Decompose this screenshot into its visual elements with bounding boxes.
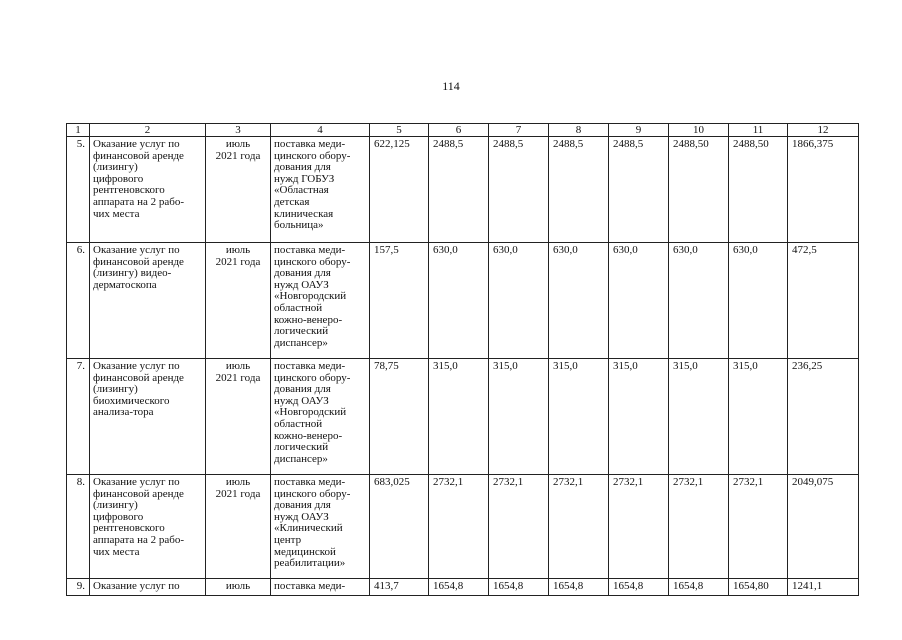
purpose-cell-line: диспансер» xyxy=(274,336,328,349)
value-cell: 630,0 xyxy=(429,243,489,359)
service-description-line: финансовой аренде xyxy=(93,487,184,500)
value-cell: 683,025 xyxy=(370,475,429,579)
purpose-cell-line: логический xyxy=(274,441,329,454)
value-cell: 315,0 xyxy=(429,359,489,475)
service-description-line: (лизингу) xyxy=(93,499,138,512)
service-description-line: Оказание услуг по xyxy=(93,138,180,150)
period-cell-line: 2021 года xyxy=(215,255,261,268)
period-cell-line: 2021 года xyxy=(215,487,261,500)
column-header: 8 xyxy=(549,124,609,137)
purpose-cell-line: дования для xyxy=(274,383,331,396)
value-cell: 78,75 xyxy=(370,359,429,475)
column-header: 2 xyxy=(90,124,206,137)
period-cell-line: июль xyxy=(225,244,251,256)
period-cell-line: 2021 года xyxy=(215,149,261,162)
service-description-line: Оказание услуг по xyxy=(93,580,180,592)
period-cell xyxy=(206,475,271,579)
purpose-cell-line: детская xyxy=(274,195,310,208)
purpose-cell-line: дования для xyxy=(274,499,331,512)
purpose-cell-line: кожно-венеро- xyxy=(274,429,343,442)
purpose-cell-line: цинского обору- xyxy=(274,487,351,500)
table-header xyxy=(67,124,859,137)
service-description-line: дерматоскопа xyxy=(93,278,157,291)
purpose-cell xyxy=(271,243,370,359)
table-row xyxy=(67,137,859,243)
column-header: 4 xyxy=(271,124,370,137)
period-cell-line: июль xyxy=(225,476,251,488)
value-cell: 2732,1 xyxy=(609,475,669,579)
value-cell: 1654,8 xyxy=(429,579,489,596)
value-cell: 2488,5 xyxy=(429,137,489,243)
purpose-cell-line: цинского обору- xyxy=(274,149,351,162)
row-number: 7. xyxy=(67,359,90,475)
value-cell: 1654,80 xyxy=(729,579,788,596)
service-description xyxy=(90,243,206,359)
column-header: 11 xyxy=(729,124,788,137)
column-header: 3 xyxy=(206,124,271,137)
purpose-cell xyxy=(271,475,370,579)
value-cell: 630,0 xyxy=(489,243,549,359)
column-header: 7 xyxy=(489,124,549,137)
service-description-line: (лизингу) xyxy=(93,383,138,396)
value-cell: 315,0 xyxy=(669,359,729,475)
period-cell xyxy=(206,579,271,596)
purpose-cell-line: дования для xyxy=(274,161,331,174)
service-description-line: финансовой аренде xyxy=(93,255,184,268)
purpose-cell-line: поставка меди- xyxy=(274,360,346,372)
purpose-cell xyxy=(271,359,370,475)
purpose-cell-line: «Новгородский xyxy=(274,290,347,303)
header-row xyxy=(67,124,859,137)
row-number: 6. xyxy=(67,243,90,359)
value-cell: 1241,1 xyxy=(788,579,859,596)
purpose-cell-line: поставка меди- xyxy=(274,244,346,256)
purpose-cell-line: поставка меди- xyxy=(274,476,346,488)
value-cell: 413,7 xyxy=(370,579,429,596)
purpose-cell-line: нужд ОАУЗ xyxy=(274,278,329,291)
service-description-line: чих места xyxy=(93,545,140,558)
purpose-cell-line: цинского обору- xyxy=(274,371,351,384)
period-cell-line: июль xyxy=(225,580,251,592)
value-cell: 157,5 xyxy=(370,243,429,359)
value-cell: 2488,5 xyxy=(489,137,549,243)
purpose-cell-line: реабилитации» xyxy=(274,557,346,570)
service-description-line: аппарата на 2 рабо- xyxy=(93,533,184,546)
value-cell: 1654,8 xyxy=(609,579,669,596)
purpose-cell-line: кожно-венеро- xyxy=(274,313,343,326)
purpose-cell-line: нужд ГОБУЗ xyxy=(274,172,335,185)
service-description xyxy=(90,475,206,579)
data-table xyxy=(66,123,859,596)
value-cell: 315,0 xyxy=(609,359,669,475)
value-cell: 2732,1 xyxy=(429,475,489,579)
purpose-cell xyxy=(271,579,370,596)
value-cell: 315,0 xyxy=(489,359,549,475)
value-cell: 2488,5 xyxy=(549,137,609,243)
service-description-line: рентгеновского xyxy=(93,184,165,197)
purpose-cell-line: поставка меди- xyxy=(274,580,346,592)
purpose-cell-line: логический xyxy=(274,325,329,338)
period-cell xyxy=(206,243,271,359)
purpose-cell-line: «Клинический xyxy=(274,522,343,535)
purpose-cell-line: нужд ОАУЗ xyxy=(274,394,329,407)
value-cell: 1654,8 xyxy=(489,579,549,596)
value-cell: 472,5 xyxy=(788,243,859,359)
purpose-cell-line: областной xyxy=(274,417,323,430)
value-cell: 2488,50 xyxy=(729,137,788,243)
purpose-cell xyxy=(271,137,370,243)
service-description-line: цифрового xyxy=(93,172,144,185)
value-cell: 2732,1 xyxy=(489,475,549,579)
value-cell: 1654,8 xyxy=(669,579,729,596)
table-body xyxy=(67,137,859,596)
service-description-line: рентгеновского xyxy=(93,522,165,535)
purpose-cell-line: нужд ОАУЗ xyxy=(274,510,329,523)
column-header: 12 xyxy=(788,124,859,137)
value-cell: 1654,8 xyxy=(549,579,609,596)
service-description-line: Оказание услуг по xyxy=(93,244,180,256)
column-header: 10 xyxy=(669,124,729,137)
service-description-line: (лизингу) xyxy=(93,161,138,174)
value-cell: 2049,075 xyxy=(788,475,859,579)
purpose-cell-line: цинского обору- xyxy=(274,255,351,268)
period-cell-line: 2021 года xyxy=(215,371,261,384)
value-cell: 630,0 xyxy=(669,243,729,359)
column-header: 1 xyxy=(67,124,90,137)
value-cell: 2732,1 xyxy=(549,475,609,579)
service-description-line: биохимического xyxy=(93,394,170,407)
service-description xyxy=(90,579,206,596)
period-cell-line: июль xyxy=(225,138,251,150)
service-description-line: финансовой аренде xyxy=(93,149,184,162)
column-header: 9 xyxy=(609,124,669,137)
value-cell: 622,125 xyxy=(370,137,429,243)
purpose-cell-line: дования для xyxy=(274,267,331,280)
value-cell: 1866,375 xyxy=(788,137,859,243)
value-cell: 630,0 xyxy=(729,243,788,359)
value-cell: 2732,1 xyxy=(729,475,788,579)
row-number: 8. xyxy=(67,475,90,579)
table-row xyxy=(67,475,859,579)
value-cell: 630,0 xyxy=(549,243,609,359)
service-description-line: Оказание услуг по xyxy=(93,476,180,488)
service-description-line: (лизингу) видео- xyxy=(93,267,172,280)
column-header: 6 xyxy=(429,124,489,137)
period-cell xyxy=(206,137,271,243)
value-cell: 2732,1 xyxy=(669,475,729,579)
row-number: 9. xyxy=(67,579,90,596)
service-description-line: аппарата на 2 рабо- xyxy=(93,195,184,208)
purpose-cell-line: «Областная xyxy=(274,184,329,197)
row-number: 5. xyxy=(67,137,90,243)
value-cell: 236,25 xyxy=(788,359,859,475)
value-cell: 630,0 xyxy=(609,243,669,359)
purpose-cell-line: медицинской xyxy=(274,545,336,558)
purpose-cell-line: диспансер» xyxy=(274,452,328,465)
page-number: 114 xyxy=(442,79,460,93)
period-cell xyxy=(206,359,271,475)
purpose-cell-line: центр xyxy=(274,533,302,546)
column-header: 5 xyxy=(370,124,429,137)
service-description xyxy=(90,359,206,475)
table-row xyxy=(67,579,859,596)
purpose-cell-line: клиническая xyxy=(274,207,334,220)
service-description-line: анализа-тора xyxy=(93,406,154,419)
value-cell: 315,0 xyxy=(729,359,788,475)
service-description-line: цифрового xyxy=(93,510,144,523)
table-row xyxy=(67,243,859,359)
purpose-cell-line: больница» xyxy=(274,219,324,232)
value-cell: 2488,5 xyxy=(609,137,669,243)
table-row xyxy=(67,359,859,475)
service-description xyxy=(90,137,206,243)
purpose-cell-line: «Новгородский xyxy=(274,406,347,419)
service-description-line: чих места xyxy=(93,207,140,220)
service-description-line: финансовой аренде xyxy=(93,371,184,384)
value-cell: 2488,50 xyxy=(669,137,729,243)
value-cell: 315,0 xyxy=(549,359,609,475)
period-cell-line: июль xyxy=(225,360,251,372)
service-description-line: Оказание услуг по xyxy=(93,360,180,372)
purpose-cell-line: областной xyxy=(274,301,323,314)
purpose-cell-line: поставка меди- xyxy=(274,138,346,150)
